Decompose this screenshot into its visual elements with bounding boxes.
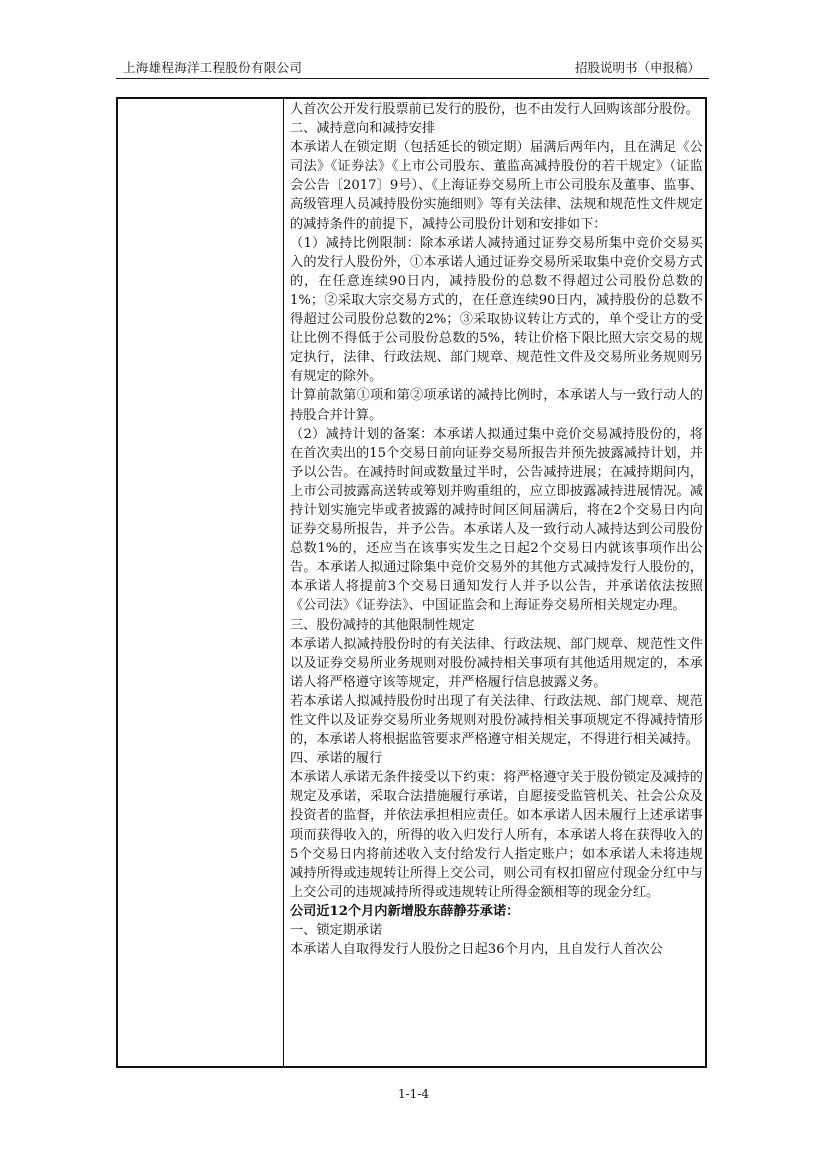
page-number: 1-1-4 [397,1087,429,1101]
content-paragraph: 二、减持意向和减持安排 [290,121,436,137]
content-paragraph: 若本承诺人拟减持股份时出现了有关法律、行政法规、部门规章、规范性文件以及证券交易所业务规则对股份减持相关事项规定不得减持情形的，本承诺人将根据监管要求严格遵守相关规定，不得进行相关减持。 [290,693,703,748]
content-paragraph: 一、锁定期承诺 [290,923,383,939]
content-paragraph: 三、股份减持的其他限制性规定 [290,617,475,633]
header-rule [116,78,709,79]
content-paragraph: 本承诺人自取得发行人股份之日起36个月内，且自发行人首次公 [290,942,663,958]
content-paragraph: 本承诺人在锁定期（包括延长的锁定期）届满后两年内，且在满足《公司法》《证券法》《上市公司股东、董监高减持股份的若干规定》（证监会公告〔2017〕9号）、《上海证券交易所上市公司股东及董事、监事、高级管理人员减持股份实施细则》等有关法律、法规和规范性文件规定的减持条件的前提下，减持公司股份计划和安排如下： [290,140,703,232]
table-column-divider [283,97,284,1068]
header-document-title: 招股说明书（申报稿） [574,60,700,75]
content-paragraph: 本承诺人承诺无条件接受以下约束：将严格遵守关于股份锁定及减持的规定及承诺，采取合法措施履行承诺，自愿接受监管机关、社会公众及投资者的监督，并依法承担相应责任。如本承诺人因未履行上述承诺事项而获得收入的，所得的收入归发行人所有，本承诺人将在获得收入的5个交易日内将前述收入支付给发行人指定账户；如本承诺人未将违规减持所得或违规转让所得上交公司，则公司有权扣留应付现金分红中与上交公司的违规减持所得或违规转让所得金额相等的现金分红。 [290,770,703,900]
content-paragraph: （1）减持比例限制：除本承诺人减持通过证券交易所集中竞价交易买入的发行人股份外，①本承诺人通过证券交易所采取集中竞价交易方式的，在任意连续90日内，减持股份的总数不得超过公司股份总数的1%；②采取大宗交易方式的，在任意连续90日内，减持股份的总数不得超过公司股份总数的2%；③采取协议转让方式的，单个受让方的受让比例不得低于公司股份总数的5%，转让价格下限比照大宗交易的规定执行，法律、行政法规、部门规章、规范性文件及交易所业务规则另有规定的除外。 [290,235,703,385]
commitment-content-cell [290,100,703,959]
content-paragraph: 公司近12个月内新增股东薛静芬承诺： [290,903,520,919]
content-paragraph: 本承诺人拟减持股份时的有关法律、行政法规、部门规章、规范性文件以及证券交易所业务规则对股份减持相关事项有其他适用规定的，本承诺人将严格遵守该等规定，并严格履行信息披露义务。 [290,636,703,690]
content-paragraph: 人首次公开发行股票前已发行的股份，也不由发行人回购该部分股份。 [290,102,699,117]
content-paragraph: 四、承诺的履行 [290,751,383,767]
content-paragraph: 计算前款第①项和第②项承诺的减持比例时，本承诺人与一致行动人的持股合并计算。 [290,388,703,423]
header-company-name: 上海雄程海洋工程股份有限公司 [123,60,303,75]
content-paragraph: （2）减持计划的备案：本承诺人拟通过集中竞价交易减持股份的，将在首次卖出的15个交易日前向证券交易所报告并预先披露减持计划，并予以公告。在减持时间或数量过半时，公告减持进展；在减持期间内，上市公司披露高送转或筹划并购重组的，应立即披露减持进展情况。减持计划实施完毕或者披露的减持时间区间届满后，将在2个交易日内向证券交易所报告，并予公告。本承诺人及一致行动人减持达到公司股份总数1%的，还应当在该事实发生之日起2个交易日内就该事项作出公告。本承诺人拟通过除集中竞价交易外的其他方式减持发行人股份的，本承诺人将提前3个交易日通知发行人并予以公告，并承诺依法按照《公司法》《证券法》、中国证监会和上海证券交易所相关规定办理。 [290,426,703,614]
